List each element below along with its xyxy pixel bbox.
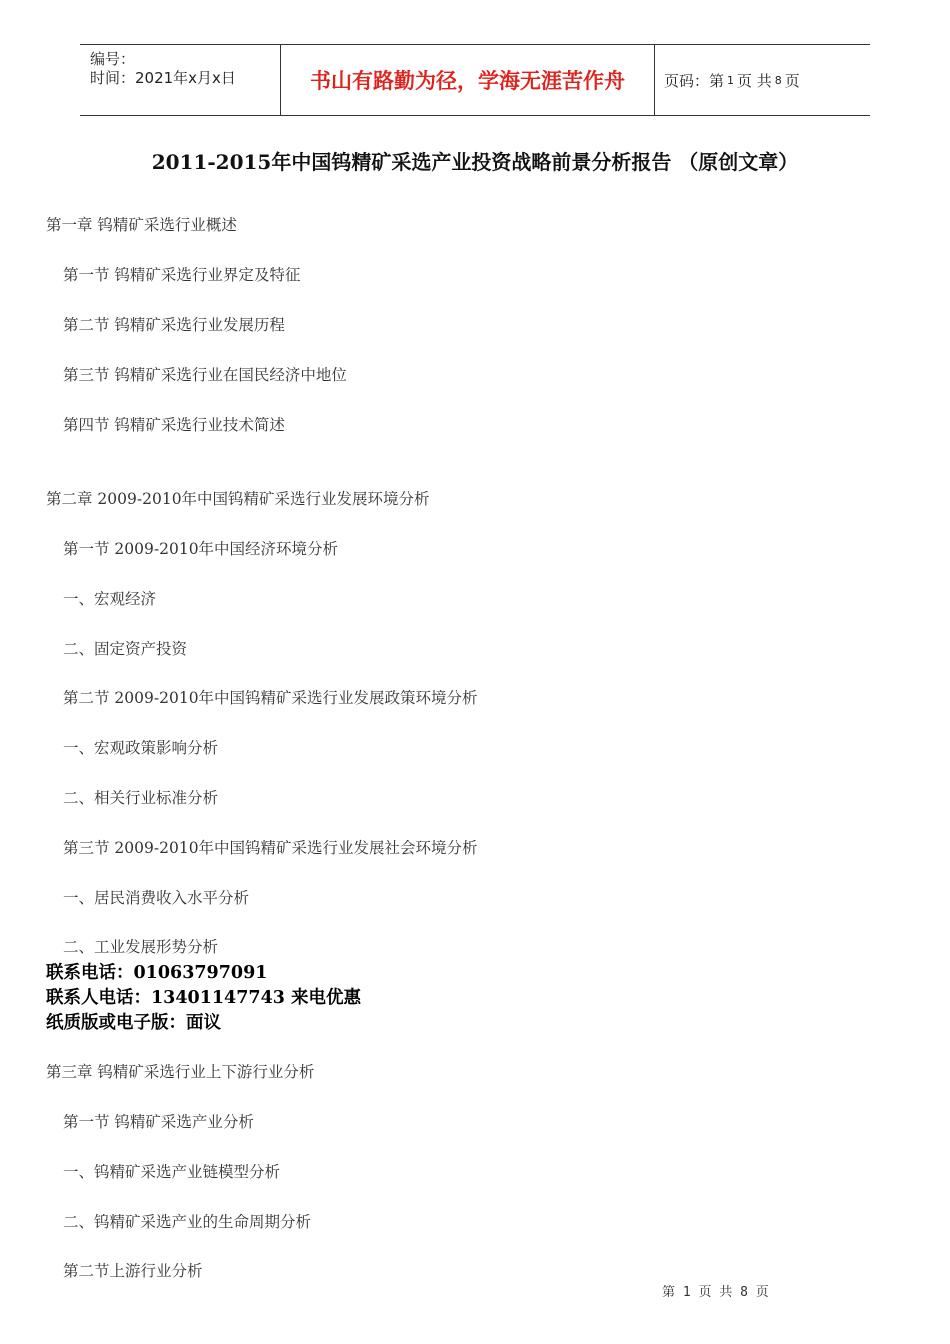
header-motto: 书山有路勤为径，学海无涯苦作舟 bbox=[281, 45, 655, 115]
toc-chapter-3: 第三章 钨精矿采选行业上下游行业分析 bbox=[46, 1063, 315, 1081]
page-prefix: 页码：第 bbox=[664, 71, 725, 90]
toc-item: 一、宏观经济 bbox=[63, 590, 157, 608]
page-current: 1 bbox=[727, 73, 735, 87]
document-title: 2011-2015年中国钨精矿采选产业投资战略前景分析报告 （原创文章） bbox=[151, 150, 799, 174]
toc-item: 二、固定资产投资 bbox=[63, 640, 188, 658]
toc-chapter-1: 第一章 钨精矿采选行业概述 bbox=[46, 216, 237, 234]
page-footer: 第 1 页 共 8 页 bbox=[662, 1285, 769, 1300]
toc-item: 一、钨精矿采选产业链模型分析 bbox=[63, 1163, 281, 1181]
toc-section: 第三节 2009-2010年中国钨精矿采选行业发展社会环境分析 bbox=[63, 839, 478, 857]
toc-section: 第三节 钨精矿采选行业在国民经济中地位 bbox=[63, 366, 347, 384]
document-number-label: 编号： bbox=[90, 50, 136, 68]
toc-item: 一、居民消费收入水平分析 bbox=[63, 889, 250, 907]
toc-section: 第二节 2009-2010年中国钨精矿采选行业发展政策环境分析 bbox=[63, 689, 478, 707]
toc-item: 一、宏观政策影响分析 bbox=[63, 739, 219, 757]
toc-section: 第一节 2009-2010年中国经济环境分析 bbox=[63, 540, 339, 558]
toc-item: 二、钨精矿采选产业的生命周期分析 bbox=[63, 1213, 312, 1231]
format-price: 纸质版或电子版：面议 bbox=[46, 1013, 221, 1033]
page-middle: 页 共 bbox=[737, 71, 772, 90]
page-total: 8 bbox=[774, 73, 782, 87]
contact-person-phone: 联系人电话：13401147743 来电优惠 bbox=[46, 988, 362, 1008]
toc-item: 二、相关行业标准分析 bbox=[63, 789, 219, 807]
toc-section: 第二节上游行业分析 bbox=[63, 1262, 203, 1280]
toc-section: 第四节 钨精矿采选行业技术简述 bbox=[63, 416, 285, 434]
toc-section: 第二节 钨精矿采选行业发展历程 bbox=[63, 316, 285, 334]
toc-chapter-2: 第二章 2009-2010年中国钨精矿采选行业发展环境分析 bbox=[46, 490, 430, 508]
contact-phone: 联系电话：01063797091 bbox=[46, 963, 268, 983]
page-suffix: 页 bbox=[784, 71, 800, 90]
toc-section: 第一节 钨精矿采选行业界定及特征 bbox=[63, 266, 301, 284]
toc-section: 第一节 钨精矿采选产业分析 bbox=[63, 1113, 254, 1131]
toc-item: 二、工业发展形势分析 bbox=[63, 938, 219, 956]
document-time-label: 时间：2021年x月x日 bbox=[90, 69, 236, 87]
